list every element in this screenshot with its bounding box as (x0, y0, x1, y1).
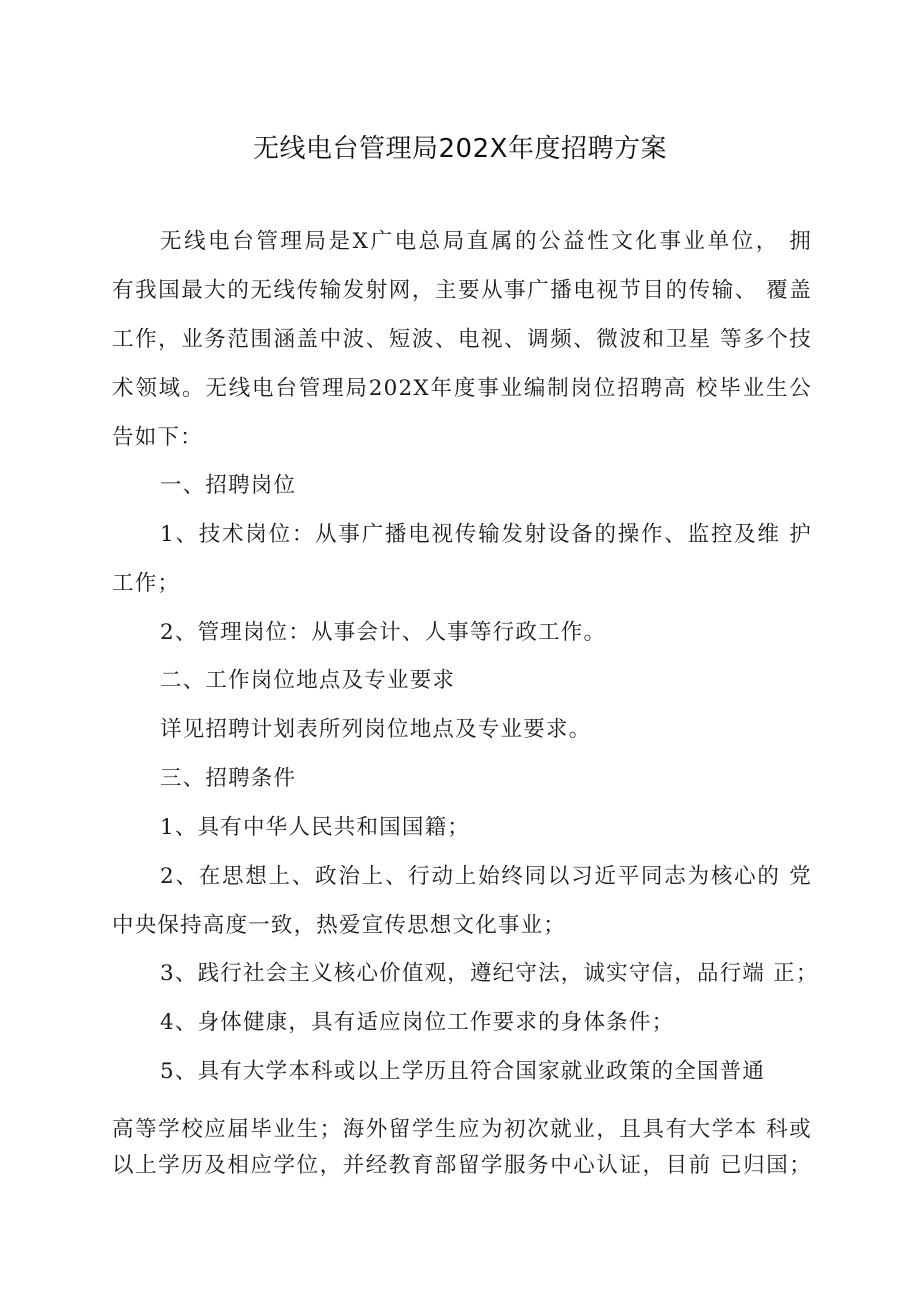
paragraph-line: 4、身体健康，具有适应岗位工作要求的身体条件； (160, 1010, 675, 1035)
paragraph-line: 工作； (112, 571, 181, 596)
section-heading: 一、招聘岗位 (160, 473, 297, 498)
paragraph-line: 高等学校应届毕业生；海外留学生应为初次就业，且具有大学本 科或 (112, 1117, 812, 1142)
paragraph-line: 有我国最大的无线传输发射网，主要从事广播电视节目的传输、 覆盖 (112, 278, 812, 303)
section-heading: 二、工作岗位地点及专业要求 (160, 668, 456, 693)
paragraph-line: 1、具有中华人民共和国国籍； (160, 815, 470, 840)
paragraph-line: 详见招聘计划表所列岗位地点及专业要求。 (160, 717, 592, 742)
document-title: 无线电台管理局202X年度招聘方案 (253, 134, 667, 164)
section-heading: 三、招聘条件 (160, 766, 297, 791)
paragraph-line: 无线电台管理局是X广电总局直属的公益性文化事业单位， 拥 (160, 229, 812, 254)
paragraph-line: 术领域。无线电台管理局202X年度事业编制岗位招聘高 校毕业生公 (112, 376, 812, 401)
paragraph-line: 2、在思想上、政治上、行动上始终同以习近平同志为核心的 党 (160, 864, 812, 889)
paragraph-line: 以上学历及相应学位，并经教育部留学服务中心认证，目前 已归国； (112, 1153, 812, 1178)
paragraph-line: 工作，业务范围涵盖中波、短波、电视、调频、微波和卫星 等多个技 (112, 327, 812, 352)
paragraph-line: 3、践行社会主义核心价值观，遵纪守法，诚实守信，品行端 正； (160, 961, 819, 986)
paragraph-line: 5、具有大学本科或以上学历且符合国家就业政策的全国普通 (160, 1059, 766, 1084)
paragraph-line: 2、管理岗位：从事会计、人事等行政工作。 (160, 620, 607, 645)
paragraph-line: 告如下： (112, 425, 203, 450)
paragraph-line: 1、技术岗位：从事广播电视传输发射设备的操作、监控及维 护 (160, 522, 812, 547)
paragraph-line: 中央保持高度一致，热爱宣传思想文化事业； (112, 913, 567, 938)
